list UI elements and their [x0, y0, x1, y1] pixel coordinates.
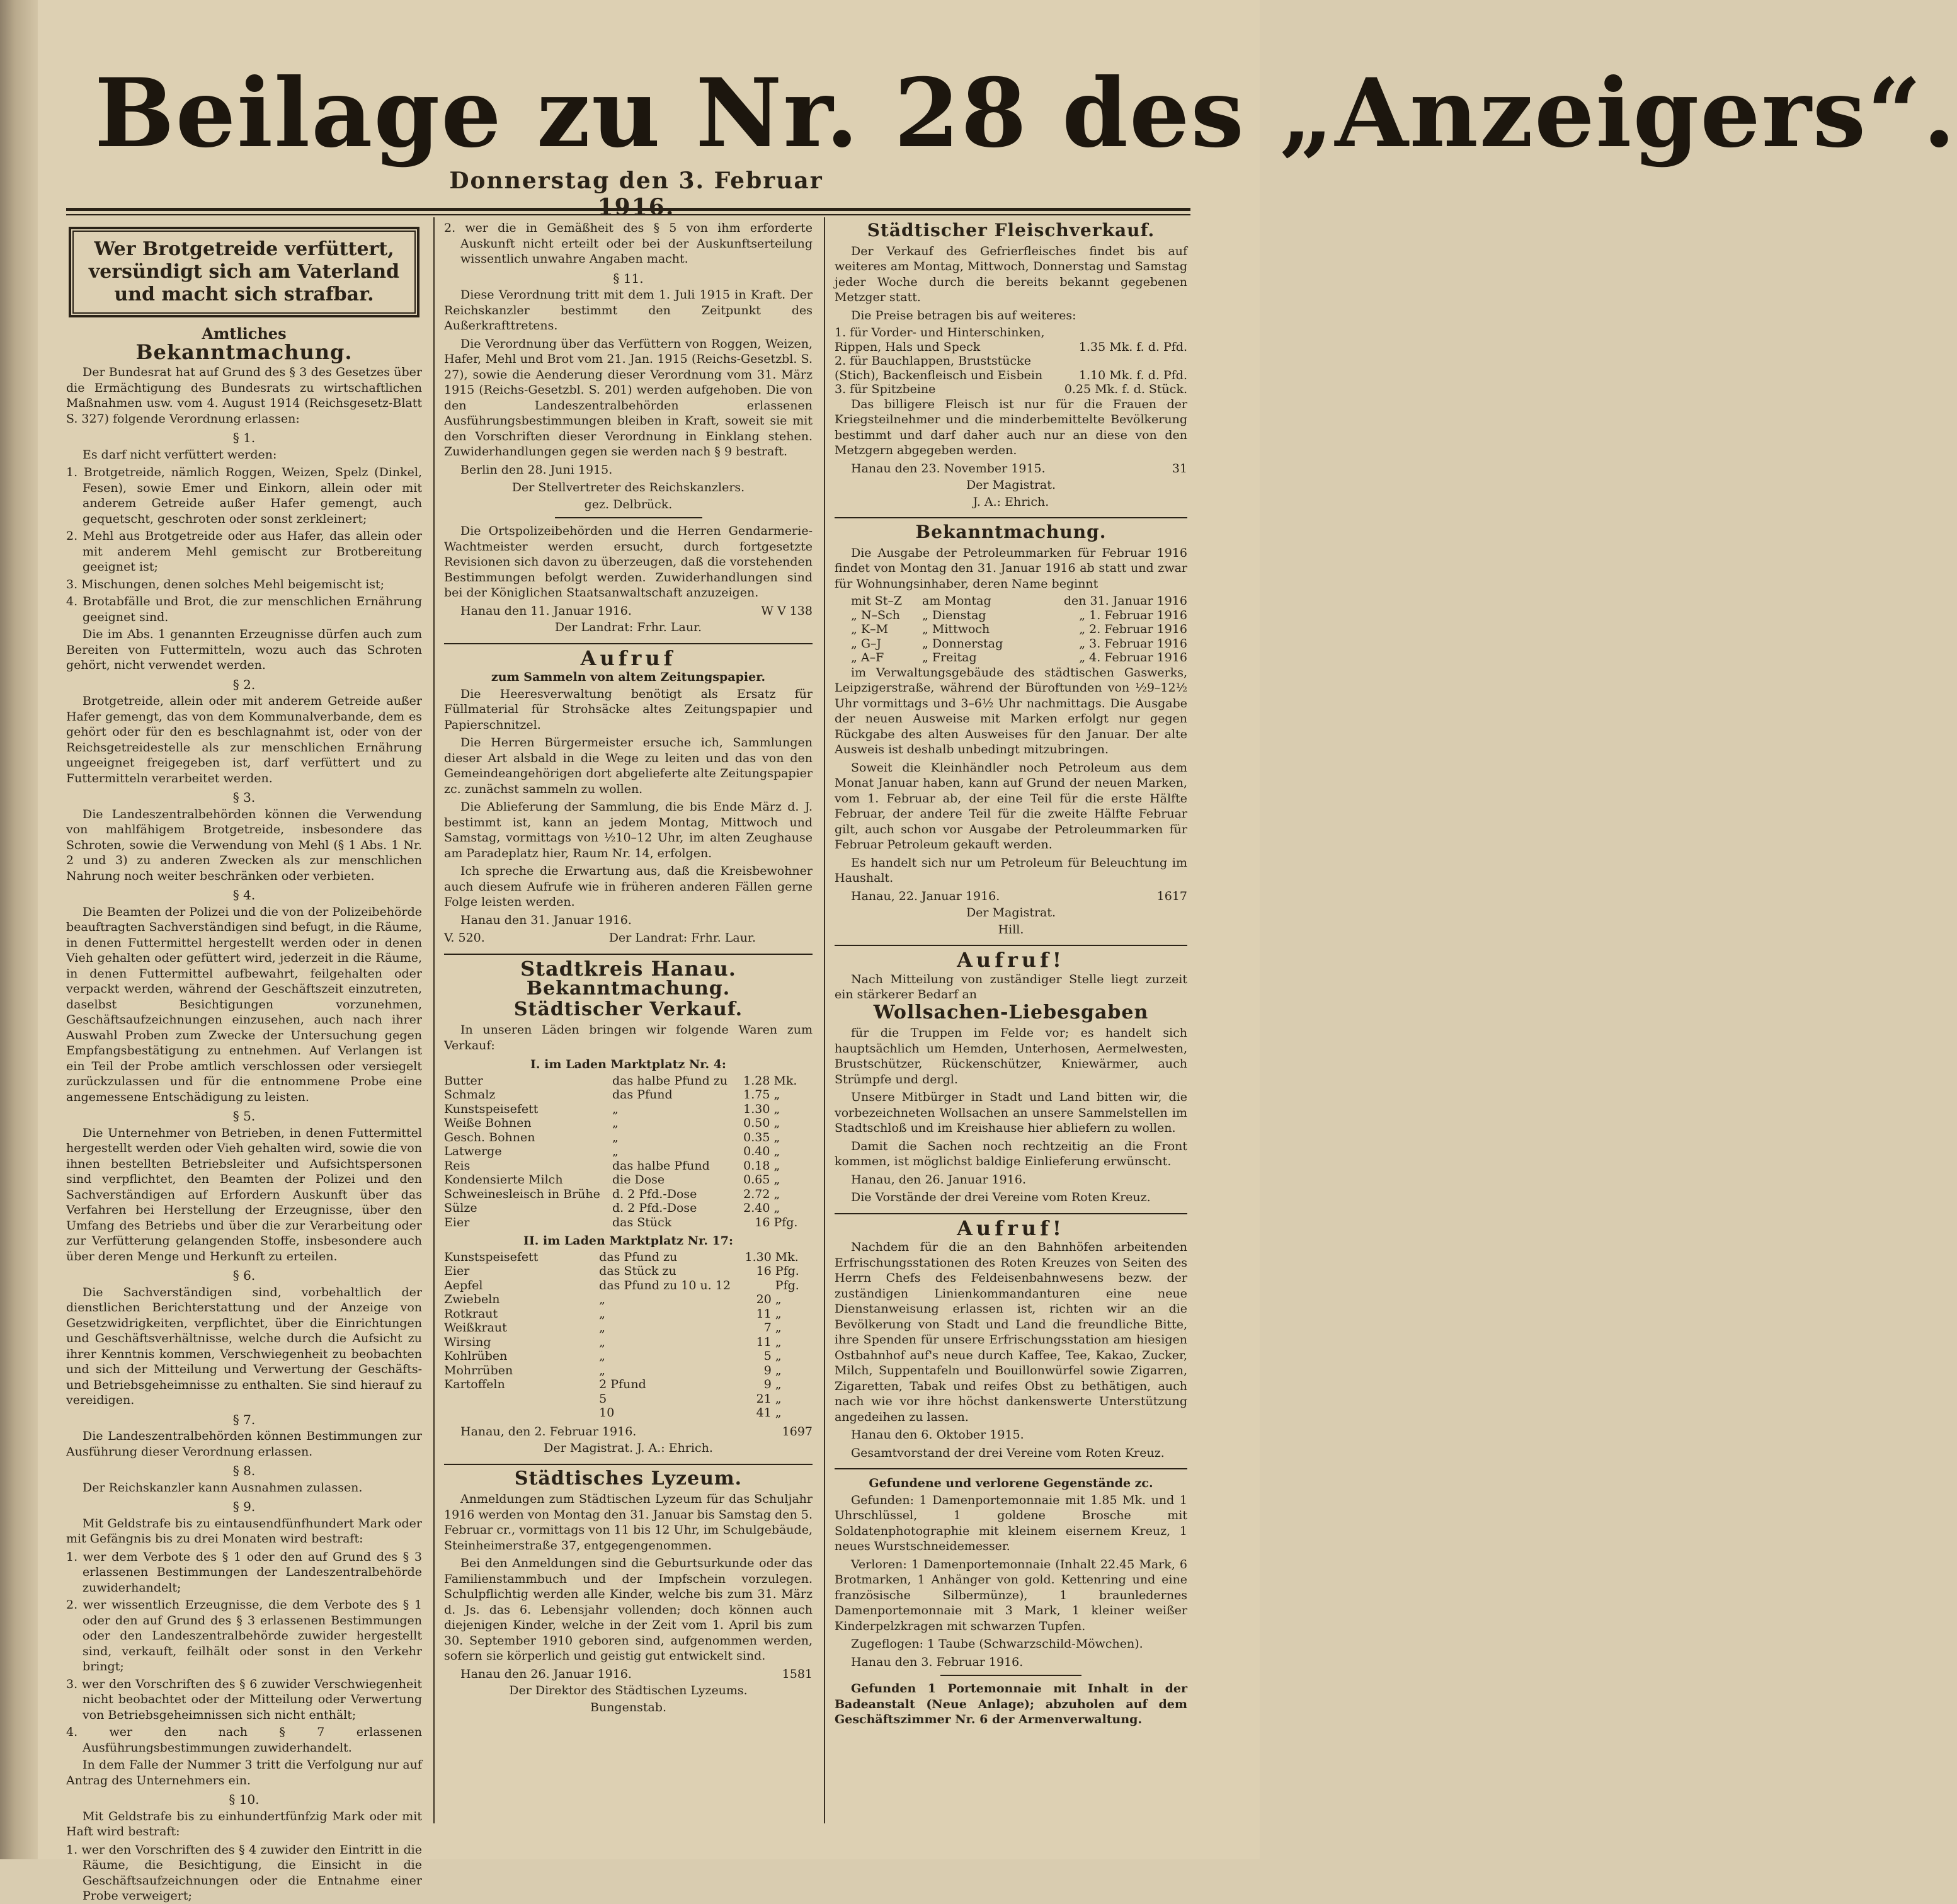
- paragraph-text: Es handelt sich nur um Petroleum für Beleuchtung im Haushalt.: [835, 855, 1187, 885]
- issue-date: den 31. Januar 1916: [1063, 594, 1187, 608]
- paragraph-text: Die Verordnung über das Verfüttern von Roggen, Weizen, Hafer, Mehl und Brot vom 21. Jan. 1915 (Reichs-Gesetzbl. S. 27), sowie die Aenderung dieser Verordnung vom 31. März 1915 (Reichs-Gesetzbl. S. 201) werden aufgehoben. Die von den Landeszentralbehörden erlassenen Ausführungsbestimmungen bleiben in Kraft, soweit sie mit den Vorschriften dieser Verordnung in Einklang stehen. Zuwiderhandlungen gegen sie werden nach § 9 bestraft.: [444, 336, 813, 459]
- price-currency: „: [773, 1173, 780, 1187]
- price-value: 2.72: [743, 1187, 770, 1201]
- price-item: Schweinesleisch in Brühe: [444, 1187, 600, 1201]
- price-unit: das Pfund zu 10 u. 12: [599, 1278, 731, 1292]
- paragraph-number: § 7.: [232, 1411, 256, 1427]
- signature-title: Der Direktor des Städtischen Lyzeums.: [509, 1684, 748, 1697]
- issue-date: „ 2. Februar 1916: [1079, 622, 1187, 636]
- notice-heading: Bekanntmachung.: [915, 522, 1107, 542]
- paragraph-text: Die Landeszentralbehörden können Bestimmungen zur Ausführung dieser Verordnung erlassen.: [66, 1429, 422, 1459]
- price-currency: „: [773, 1144, 780, 1158]
- notice-footer: [444, 1424, 813, 1440]
- signature-title: Der Magistrat.: [966, 906, 1056, 920]
- issue-date: „ 3. Februar 1916: [1079, 636, 1187, 651]
- paragraph-text: Die Ortspolizeibehörden und die Herren Gendarmerie-Wachtmeister werden ersucht, durch fortgesetzte Revisionen sich davon zu überzeugen, daß die vorstehenden Bestimmungen befolgt werden. Zuwiderhandlungen sind bei der Königlichen Staatsanwaltschaft anzuzeigen.: [444, 524, 813, 600]
- notice-footer: [835, 889, 1187, 904]
- signature-name: Der Landrat: Frhr. Laur.: [554, 620, 702, 634]
- price-currency: „: [775, 1335, 782, 1349]
- weekday: „ Freitag: [922, 651, 977, 664]
- signature-name: J. A.: Ehrich.: [973, 494, 1049, 509]
- price-unit: „: [599, 1363, 606, 1377]
- price-unit: „: [612, 1102, 619, 1116]
- price-item: Zwiebeln: [444, 1292, 500, 1306]
- price-currency: „: [775, 1377, 782, 1391]
- notice-place-date: Hanau den 26. Januar 1916.: [460, 1667, 632, 1681]
- signature-title: Der Stellvertreter des Reichskanzlers.: [511, 481, 745, 494]
- masthead-rule: [66, 208, 1190, 211]
- price-currency: „: [775, 1406, 782, 1420]
- list-item: 3. wer den Vorschriften des § 6 zuwider Verschwiegenheit nicht beobachtet oder der Mitteilung oder Verwertung von Betriebsgeheimnissen sich nicht enthält;: [66, 1677, 422, 1722]
- meat-price: 0.25 Mk. f. d. Stück.: [1064, 382, 1187, 396]
- lost-items: Verloren: 1 Damenportemonnaie (Inhalt 22.45 Mark, 6 Brotmarken, 1 Anhänger von gold. Kettenring und eine französische Silbermünze), 1 braunledernes Damenportemonnaie mit 3 Mark, 1 kleiner weißer Kinderpelzkragen mit schwarzen Tupfen.: [835, 1557, 1187, 1633]
- paragraph-number: § 10.: [229, 1792, 260, 1807]
- price-value: 1.30: [743, 1102, 770, 1116]
- price-unit: „: [599, 1321, 606, 1335]
- price-table-shop1: [444, 1074, 813, 1230]
- paragraph-text: Die Unternehmer von Betrieben, in denen Futtermittel hergestellt werden oder Vieh gehalten wird, sowie die von ihnen bestellten Betriebsleiter und Aufsichtspersonen sind verpflichtet, den Beamten der Polizei und den Sachverständigen auf Erfordern Auskunft über das Verfahren bei Herstellung der Erzeugnisse, über den Umfang des Betriebs und über die zur Verarbeitung oder zur Verfütterung gelangenden Stoffe, insbesondere auch über deren Menge und Herkunft zu erteilen.: [66, 1126, 422, 1263]
- price-currency: „: [775, 1349, 782, 1363]
- table-row: [444, 1321, 813, 1335]
- price-item: Kohlrüben: [444, 1349, 508, 1363]
- weekday: „ Donnerstag: [922, 636, 1003, 651]
- notice-footer: [835, 461, 1187, 477]
- price-currency: „: [773, 1130, 780, 1144]
- shop-heading: II. im Laden Marktplatz Nr. 17:: [523, 1234, 734, 1248]
- paragraph-text: im Verwaltungsgebäude des städtischen Gaswerks, Leipzigerstraße, während der Büroftunden von ½9–12½ Uhr vormittags und 3–6½ Uhr nachmittags. Die Ausgabe der neuen Ausweise mit Marken erfolgt nur gegen Rückgabe des alten Ausweises für den Januar. Der alte Ausweis ist deshalb unbedingt mitzubringen.: [835, 665, 1187, 756]
- page-binding-edge: [0, 0, 38, 1859]
- divider: [444, 954, 813, 955]
- price-currency: „: [775, 1292, 782, 1306]
- table-row: [444, 1144, 813, 1159]
- notice-heading: Städtisches Lyzeum.: [514, 1467, 743, 1490]
- table-row: [444, 1349, 813, 1364]
- price-currency: „: [775, 1391, 782, 1406]
- paragraph-number: § 1.: [232, 430, 256, 445]
- table-row: [835, 637, 1187, 651]
- divider: [940, 1675, 1081, 1676]
- table-row: [835, 326, 1187, 354]
- table-row: [444, 1102, 813, 1117]
- price-item: Kunstspeisefett: [444, 1250, 539, 1264]
- table-row: [444, 1074, 813, 1088]
- notice-footer: [444, 603, 813, 619]
- paragraph-text: Unsere Mitbürger in Stadt und Land bitten wir, die vorbezeichneten Wollsachen an unsere Sammelstellen im Stadtschloß und im Kreishause hier abliefern zu wollen.: [835, 1090, 1187, 1135]
- divider: [835, 1468, 1187, 1469]
- price-unit: „: [612, 1116, 619, 1130]
- table-row: [444, 1250, 813, 1265]
- notice-footer: [444, 930, 813, 946]
- table-row: [444, 1216, 813, 1230]
- paragraph-number: § 4.: [232, 887, 256, 903]
- price-currency: Pfg.: [775, 1278, 799, 1292]
- notice-place-date: Hanau den 11. Januar 1916.: [460, 603, 632, 618]
- paragraph-text: Soweit die Kleinhändler noch Petroleum aus dem Monat Januar haben, kann auf Grund der neuen Marken, vom 1. Februar ab, der eine Teil für die erste Hälfte Februar, der andere Teil für die zweite Hälfte Februar gilt, auch schon vor Ausgabe der Petroleummarken für Februar Petroleum gekauft werden.: [835, 760, 1187, 852]
- notice-intro: Der Bundesrat hat auf Grund des § 3 des Gesetzes über die Ermächtigung des Bundesrats zu wirtschaftlichen Maßnahmen usw. vom 4. August 1914 (Reichsgesetz-Blatt S. 327) folgende Verordnung erlassen:: [66, 365, 422, 426]
- price-unit: das Pfund: [612, 1088, 673, 1102]
- column-left: [66, 220, 422, 1903]
- masthead-rule-thin: [66, 214, 1190, 215]
- paragraph-text: Das billigere Fleisch ist nur für die Frauen der Kriegsteilnehmer und die minderbemittelte Bevölkerung bestimmt und darf daher auch nur an diese von den Metzgern abgegeben werden.: [835, 397, 1187, 457]
- table-row: [835, 608, 1187, 623]
- table-row: [444, 1279, 813, 1293]
- price-value: 21: [756, 1391, 772, 1406]
- price-value: 0.50: [743, 1116, 770, 1130]
- price-unit: d. 2 Pfd.-Dose: [612, 1201, 697, 1215]
- reference-number: 1617: [1156, 889, 1187, 903]
- list-item: 2. wer die in Gemäßheit des § 5 von ihm erforderte Auskunft nicht erteilt oder bei der Auskunftserteilung wissentlich unwahre Angaben macht.: [444, 221, 813, 266]
- price-item: Kunstspeisefett: [444, 1102, 539, 1116]
- price-value: 9: [763, 1363, 772, 1377]
- section-kicker: Amtliches: [202, 324, 287, 343]
- table-row: [444, 1201, 813, 1216]
- price-unit: „: [599, 1292, 606, 1306]
- table-row: [444, 1131, 813, 1145]
- table-row: [835, 382, 1187, 397]
- price-currency: „: [773, 1201, 780, 1215]
- appeal-subheading: zum Sammeln von altem Zeitungspapier.: [491, 670, 766, 684]
- notice-place-date: Hanau den 31. Januar 1916.: [460, 913, 632, 927]
- table-row: [444, 1364, 813, 1378]
- price-unit: „: [599, 1335, 606, 1349]
- divider: [444, 1464, 813, 1465]
- price-value: [731, 1279, 772, 1293]
- price-item: Eier: [444, 1264, 470, 1278]
- price-value: 0.18: [743, 1158, 770, 1173]
- price-item: [444, 1406, 599, 1420]
- paragraph-text: Die Heeresverwaltung benötigt als Ersatz für Füllmaterial für Strohsäcke altes Zeitungspapier und Papierschnitzel.: [444, 687, 813, 732]
- price-unit: 5: [599, 1391, 607, 1406]
- price-unit: „: [599, 1306, 606, 1321]
- table-row: [835, 594, 1187, 608]
- price-unit: das halbe Pfund: [612, 1158, 710, 1173]
- paragraph-text: In dem Falle der Nummer 3 tritt die Verfolgung nur auf Antrag des Unternehmers ein.: [66, 1758, 422, 1787]
- paragraph-text: Nachdem für die an den Bahnhöfen arbeitenden Erfrischungsstationen des Roten Kreuzes von Seiten des Herrn Chefs des Feldeisenbahnwesens bezw. der zuständigen Linienkommandanturen eine neue Dienstanweisung erlassen ist, richten wir an die Bevölkerung von Stadt und Land die freundliche Bitte, ihre Spenden für unsere Erfrischungsstation am hiesigen Ostbahnhof auf's neue durch Kaffee, Tee, Kakao, Zucker, Milch, Suppentafeln und Bouillonwürfel sowie Zigarren, Zigaretten, Tabak und reifes Obst zu bethätigen, auch nach wie vor ihre höchst dankenswerte Unterstützung angedeihen zu lassen.: [835, 1240, 1187, 1424]
- table-row: [835, 354, 1187, 382]
- appeal-heading: Aufruf: [580, 646, 676, 670]
- masthead-title: Beilage zu Nr. 28 des „Anzeigers“.: [94, 58, 1957, 169]
- notice-place-date: Hanau den 23. November 1915.: [851, 461, 1046, 476]
- divider: [835, 1213, 1187, 1214]
- price-currency: „: [773, 1187, 780, 1201]
- price-unit: das Stück zu: [599, 1264, 676, 1278]
- appeal-highlight: Wollsachen-Liebesgaben: [873, 1001, 1149, 1023]
- price-value: 1.75: [743, 1088, 770, 1102]
- paragraph-text: Mit Geldstrafe bis zu eintausendfünfhundert Mark oder mit Gefängnis bis zu drei Monaten wird bestraft:: [66, 1516, 422, 1546]
- signature-title: Der Magistrat.: [966, 478, 1056, 492]
- list-item: 1. wer dem Verbote des § 1 oder den auf Grund des § 3 erlassenen Bestimmungen der Landeszentralbehörde zuwiderhandelt;: [66, 1549, 422, 1595]
- name-range: „ A–F: [851, 651, 884, 664]
- notice-place-date: Hanau, den 26. Januar 1916.: [851, 1172, 1026, 1187]
- table-row: [835, 651, 1187, 665]
- paragraph-number: § 6.: [232, 1268, 256, 1283]
- found-wallet-notice: Gefunden 1 Portemonnaie mit Inhalt in der Badeanstalt (Neue Anlage); abzuholen auf dem Geschäftszimmer Nr. 6 der Armenverwaltung.: [835, 1682, 1187, 1726]
- divider: [555, 517, 702, 518]
- price-currency: Pfg.: [775, 1264, 799, 1278]
- price-currency: „: [775, 1363, 782, 1377]
- notice-footer: [444, 1667, 813, 1682]
- paragraph-text: Die Herren Bürgermeister ersuche ich, Sammlungen dieser Art alsbald in die Wege zu leiten und das von den Gemeindeangehörigen dort abgelieferte alte Zeitungspapier zc. zunächst sammeln zu wollen.: [444, 736, 813, 796]
- price-currency: Mk.: [775, 1250, 799, 1264]
- meat-price-table: [835, 326, 1187, 397]
- price-item: Butter: [444, 1073, 483, 1088]
- table-row: [444, 1159, 813, 1173]
- reference-number: 31: [1172, 461, 1187, 476]
- price-value: 20: [756, 1292, 772, 1306]
- price-value: 16: [756, 1264, 772, 1278]
- notice-place-date: Berlin den 28. Juni 1915.: [460, 462, 613, 477]
- paragraph-text: Die Landeszentralbehörden können die Verwendung von mahlfähigem Brotgetreide, insbesondere das Schroten, sowie die Verwendung von Mehl (§ 1 Abs. 1 Nr. 2 und 3) zu anderen Zwecken als zur menschlichen Nahrung noch weiter beschränken oder verbieten.: [66, 807, 422, 883]
- notice-place-date: Hanau, den 2. Februar 1916.: [460, 1424, 637, 1439]
- price-value: 1.30: [745, 1250, 772, 1264]
- warning-box: Wer Brotgetreide verfüttert, versündigt sich am Vaterland und macht sich strafbar.: [69, 227, 419, 317]
- reference-number: 1581: [782, 1667, 813, 1681]
- price-unit: d. 2 Pfd.-Dose: [612, 1187, 697, 1201]
- stray-animal: Zugeflogen: 1 Taube (Schwarzschild-Möwchen).: [851, 1637, 1143, 1651]
- paragraph-text: Diese Verordnung tritt mit dem 1. Juli 1915 in Kraft. Der Reichskanzler bestimmt den Zeitpunkt des Außerkrafttretens.: [444, 288, 813, 333]
- price-unit: das halbe Pfund zu: [612, 1073, 728, 1088]
- shop-heading: I. im Laden Marktplatz Nr. 4:: [530, 1057, 726, 1071]
- notice-heading: Bekanntmachung.: [135, 339, 353, 364]
- price-item: Latwerge: [444, 1144, 502, 1158]
- list-item: 2. Mehl aus Brotgetreide oder aus Hafer, das allein oder mit anderem Mehl gemischt zur Brotbereitung geeignet ist;: [66, 529, 422, 574]
- price-currency: „: [775, 1321, 782, 1335]
- paragraph-text: Es darf nicht verfüttert werden:: [83, 447, 277, 462]
- paragraph-text: In unseren Läden bringen wir folgende Waren zum Verkauf:: [444, 1023, 813, 1052]
- paragraph-text: Bei den Anmeldungen sind die Geburtsurkunde oder das Familienstammbuch und der Impfschein vorzulegen. Schulpflichtig werden alle Kinder, welche bis zum 31. März d. Js. das 6. Lebensjahr vollenden; doch können auch diejenigen Kinder, welche in der Zeit vom 1. April bis zum 30. September 1910 geboren sind, aufgenommen werden, sofern sie körperlich und geistig gut entwickelt sind.: [444, 1556, 813, 1663]
- price-unit: „: [612, 1130, 619, 1144]
- price-currency: „: [773, 1088, 780, 1102]
- paragraph-text: Die im Abs. 1 genannten Erzeugnisse dürfen auch zum Bereiten von Futtermitteln, wozu auch das Schroten gehört, nicht verwendet werden.: [66, 627, 422, 672]
- name-range: mit St–Z: [851, 594, 903, 608]
- notice-heading: Städtischer Verkauf.: [513, 998, 743, 1020]
- price-unit: 10: [599, 1406, 615, 1420]
- price-currency: Pfg.: [773, 1215, 798, 1229]
- paragraph-number: § 8.: [232, 1463, 256, 1478]
- paragraph-text: Mit Geldstrafe bis zu einhundertfünfzig Mark oder mit Haft wird bestraft:: [66, 1809, 422, 1838]
- name-range: „ G–J: [851, 636, 882, 651]
- notice-heading: Bekanntmachung.: [526, 978, 731, 1000]
- reference-number: V. 520.: [444, 931, 485, 945]
- signature-name: Bungenstab.: [590, 1700, 666, 1714]
- price-value: 0.65: [743, 1173, 770, 1187]
- notice-place-date: Hanau den 3. Februar 1916.: [851, 1655, 1024, 1669]
- price-unit: das Pfund zu: [599, 1250, 678, 1264]
- price-value: 9: [763, 1377, 772, 1391]
- price-item: Aepfel: [444, 1278, 483, 1292]
- paragraph-text: Die Beamten der Polizei und die von der Polizeibehörde beauftragten Sachverständigen sind befugt, in die Räume, in denen Futtermittel hergestellt werden oder in denen Vieh gehalten oder gefüttert wird, jederzeit in die Räume, in denen Futtermittel aufbewahrt, feilgehalten oder verpackt werden, während der Geschäftszeit einzutreten, daselbst Besichtigungen vorzunehmen, Geschäftsaufzeichnungen einzusehen, auch nach ihrer Auswahl Proben zum Zwecke der Untersuchung gegen Empfangsbestätigung zu entnehmen. Auf Verlangen ist ein Teil der Probe amtlich verschlossen oder versiegelt zurückzulassen und für die entnommene Probe eine angemessene Entschädigung zu leisten.: [66, 904, 422, 1104]
- price-item: Wirsing: [444, 1335, 491, 1349]
- appeal-heading: Aufruf!: [957, 948, 1065, 972]
- notice-heading: Städtischer Fleischverkauf.: [867, 220, 1155, 241]
- price-item: Weißkraut: [444, 1321, 507, 1335]
- name-range: „ N–Sch: [851, 608, 900, 622]
- signature-name: Hill.: [998, 922, 1024, 937]
- price-currency: „: [775, 1306, 782, 1321]
- table-row: [444, 1264, 813, 1279]
- price-value: 2.40: [743, 1201, 770, 1215]
- price-currency: „: [773, 1102, 780, 1116]
- table-row: [444, 1173, 813, 1187]
- signature-name: Gesamtvorstand der drei Vereine vom Roten Kreuz.: [851, 1445, 1165, 1460]
- meat-item: 3. für Spitzbeine: [835, 382, 936, 396]
- weekday: „ Mittwoch: [922, 622, 990, 636]
- table-row: [444, 1335, 813, 1350]
- paragraph-text: Der Verkauf des Gefrierfleisches findet bis auf weiteres am Montag, Mittwoch, Donnerstag und Samstag jeder Woche durch die bereits bekannt gegebenen Metzger statt.: [835, 244, 1187, 304]
- meat-price: 1.10 Mk. f. d. Pfd.: [1078, 368, 1187, 382]
- price-unit: „: [599, 1349, 606, 1363]
- price-unit: 2 Pfund: [599, 1377, 646, 1391]
- column-divider: [824, 217, 825, 1823]
- paragraph-text: für die Truppen im Felde vor; es handelt sich hauptsächlich um Hemden, Unterhosen, Aermelwesten, Brustschützer, Rückenschützer, Kniewärmer, auch Strümpfe und dergl.: [835, 1026, 1187, 1086]
- price-value: 41: [756, 1406, 772, 1420]
- price-currency: „: [773, 1116, 780, 1130]
- divider: [835, 517, 1187, 518]
- table-row: [444, 1187, 813, 1202]
- issue-date: „ 1. Februar 1916: [1079, 608, 1187, 622]
- name-range: „ K–M: [851, 622, 889, 636]
- price-unit: „: [612, 1144, 619, 1158]
- table-row: [835, 622, 1187, 637]
- list-item: 2. wer wissentlich Erzeugnisse, die dem Verbote des § 1 oder den auf Grund des § 3 erlassenen Bestimmungen oder den Landeszentralbehörde zuwider hergestellt sind, verkauft, feilhält oder sonst in den Verkehr bringt;: [66, 1598, 422, 1673]
- paragraph-text: Brotgetreide, allein oder mit anderem Getreide außer Hafer gemengt, das von dem Kommunalverbande, dem es gehört oder für den es beschlagnahmt ist, oder von der Reichsgetreidestelle als zur menschlichen Ernährung ungeeignet freigegeben ist, darf verfüttert und zu Futtermitteln verarbeitet werden.: [66, 694, 422, 785]
- price-value: 16: [755, 1215, 770, 1229]
- paragraph-text: Damit die Sachen noch rechtzeitig an die Front kommen, ist möglichst baldige Einlieferung erwünscht.: [835, 1139, 1187, 1168]
- found-items: Gefunden: 1 Damenportemonnaie mit 1.85 Mk. und 1 Uhrschlüssel, 1 goldene Brosche mit Soldatenphotographie mit kleinem eisernem Kreuz, 1 neues Wurstschneidemesser.: [835, 1493, 1187, 1553]
- signature-name: gez. Delbrück.: [584, 497, 673, 511]
- meat-item: 2. für Bauchlappen, Bruststücke (Stich), Backenfleisch und Eisbein: [835, 354, 1043, 382]
- paragraph-text: Der Reichskanzler kann Ausnahmen zulassen.: [83, 1480, 363, 1495]
- price-value: 0.40: [743, 1144, 770, 1158]
- price-item: [444, 1392, 599, 1406]
- weekday: am Montag: [922, 594, 991, 608]
- paragraph-number: § 5.: [232, 1109, 256, 1124]
- price-item: Gesch. Bohnen: [444, 1130, 535, 1144]
- table-row: [444, 1307, 813, 1321]
- paragraph-text: Anmeldungen zum Städtischen Lyzeum für das Schuljahr 1916 werden von Montag den 31. Januar bis Samstag den 5. Februar cr., vormittags von 11 bis 12 Uhr, im Schulgebäude, Steinheimerstraße 37, entgegengenommen.: [444, 1492, 813, 1553]
- weekday: „ Dienstag: [922, 608, 986, 622]
- list-item: 1. wer den Vorschriften des § 4 zuwider den Eintritt in die Räume, die Besichtigung, die Einsicht in die Geschäftsaufzeichnungen oder die Entnahme einer Probe verweigert;: [66, 1842, 422, 1903]
- section-heading: Gefundene und verlorene Gegenstände zc.: [869, 1476, 1153, 1490]
- price-currency: „: [773, 1158, 780, 1173]
- meat-item: 1. für Vorder- und Hinterschinken, Rippen, Hals und Speck: [835, 326, 1045, 354]
- price-currency: Mk.: [773, 1073, 797, 1088]
- list-item: 3. Mischungen, denen solches Mehl beigemischt ist;: [66, 577, 385, 591]
- paragraph-text: Nach Mitteilung von zuständiger Stelle liegt zurzeit ein stärkerer Bedarf an: [835, 972, 1187, 1001]
- list-item: 1. Brotgetreide, nämlich Roggen, Weizen, Spelz (Dinkel, Fesen), sowie Emer und Einkorn, allein oder mit anderem Getreide außer Hafer gemengt, auch gequetscht, geschroten oder sonst zerkleinert;: [66, 465, 422, 526]
- price-table-shop2: [444, 1250, 813, 1420]
- price-value: 11: [756, 1306, 772, 1321]
- section-heading: Stadtkreis Hanau.: [520, 956, 736, 981]
- column-middle: [444, 220, 813, 1852]
- table-row: [444, 1406, 813, 1420]
- table-row: [444, 1292, 813, 1307]
- price-value: 1.28: [743, 1073, 770, 1088]
- price-item: Schmalz: [444, 1088, 496, 1102]
- reference-number: 1697: [782, 1424, 813, 1439]
- price-item: Weiße Bohnen: [444, 1116, 532, 1130]
- notice-place-date: Hanau, 22. Januar 1916.: [851, 889, 1000, 903]
- price-unit: das Stück: [612, 1215, 672, 1229]
- divider: [444, 643, 813, 644]
- table-row: [444, 1392, 813, 1406]
- reference-number: W V 138: [761, 603, 813, 618]
- paragraph-text: Die Sachverständigen sind, vorbehaltlich der dienstlichen Berichterstattung und der Anzeige von Gesetzwidrigkeiten, verpflichtet, über die Einrichtungen und Geschäftsverhältnisse, welche durch die Aufsicht zu ihrer Kenntnis kommen, Verschwiegenheit zu beobachten und sich der Mitteilung und Verwertung der Geschäfts- und Betriebsgeheimnisse zu enthalten. Sie sind hierauf zu vereidigen.: [66, 1285, 422, 1407]
- paragraph-text: Die Ausgabe der Petroleummarken für Februar 1916 findet von Montag den 31. Januar 1916 ab statt und zwar für Wohnungsinhaber, deren Name beginnt: [835, 545, 1187, 591]
- signature-name: Der Magistrat. J. A.: Ehrich.: [544, 1441, 713, 1455]
- masthead-date: Donnerstag den 3. Februar 1916.: [449, 168, 823, 220]
- price-item: Sülze: [444, 1201, 477, 1215]
- price-value: 5: [763, 1349, 772, 1363]
- paragraph-number: § 11.: [613, 270, 644, 286]
- paragraph-number: § 2.: [232, 676, 256, 692]
- signature-name: Der Landrat: Frhr. Laur.: [608, 931, 756, 945]
- price-value: 11: [756, 1335, 772, 1349]
- price-item: Kondensierte Milch: [444, 1173, 563, 1187]
- paragraph-text: Ich spreche die Erwartung aus, daß die Kreisbewohner auch diesem Aufrufe wie in früheren anderen Fällen gerne Folge leisten werden.: [444, 864, 813, 909]
- price-item: Eier: [444, 1215, 470, 1229]
- price-value: 7: [763, 1321, 772, 1335]
- column-divider: [433, 217, 435, 1823]
- appeal-heading: Aufruf!: [957, 1216, 1065, 1240]
- paragraph-number: § 3.: [232, 790, 256, 805]
- signature-name: Die Vorstände der drei Vereine vom Roten Kreuz.: [851, 1190, 1151, 1204]
- list-item: 4. wer den nach § 7 erlassenen Ausführungsbestimmungen zuwiderhandelt.: [66, 1725, 422, 1755]
- paragraph-text: Die Ablieferung der Sammlung, die bis Ende März d. J. bestimmt ist, kann an jedem Montag, Mittwoch und Samstag, vormittags von ½10–12 Uhr, im alten Zeughause am Paradeplatz hier, Raum Nr. 14, erfolgen.: [444, 800, 813, 860]
- table-row: [444, 1116, 813, 1131]
- meat-price: 1.35 Mk. f. d. Pfd.: [1078, 339, 1187, 354]
- table-row: [444, 1088, 813, 1102]
- paragraph-text: Die Preise betragen bis auf weiteres:: [851, 308, 1076, 322]
- list-item: 4. Brotabfälle und Brot, die zur menschlichen Ernährung geeignet sind.: [66, 595, 422, 624]
- paragraph-number: § 9.: [232, 1499, 256, 1514]
- notice-place-date: Hanau den 6. Oktober 1915.: [851, 1428, 1024, 1442]
- table-row: [444, 1377, 813, 1392]
- price-item: Reis: [444, 1158, 471, 1173]
- petroleum-schedule-table: [835, 594, 1187, 665]
- price-item: Rotkraut: [444, 1306, 498, 1321]
- price-item: Mohrrüben: [444, 1363, 513, 1377]
- issue-date: „ 4. Februar 1916: [1079, 651, 1187, 664]
- column-right: [835, 220, 1187, 1852]
- price-item: Kartoffeln: [444, 1377, 505, 1391]
- price-value: 0.35: [743, 1130, 770, 1144]
- price-unit: die Dose: [612, 1173, 665, 1187]
- divider: [835, 945, 1187, 946]
